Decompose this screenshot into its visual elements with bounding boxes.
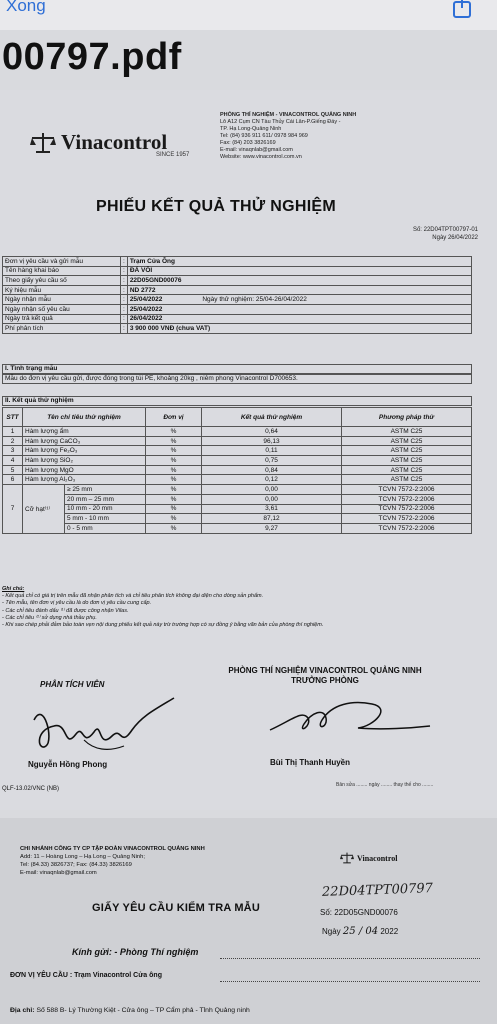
info-value: [127, 276, 471, 286]
info-value-text: 25/04/2022: [129, 305, 163, 313]
info-sep: :: [121, 295, 128, 305]
info-row: [3, 314, 472, 324]
scale-logo-icon: [30, 132, 56, 154]
grain-method: TCVN 7572-2:2006: [342, 514, 472, 524]
result-stt: 3: [3, 446, 23, 456]
request-number: Số: 22D05GND00076: [320, 908, 398, 917]
result-name: Hàm lượng SiO₂: [23, 456, 146, 466]
info-key: Ngày trả kết quả: [3, 314, 121, 324]
info-sep: :: [121, 285, 128, 295]
branch-name: CHI NHÁNH CÔNG TY CP TẬP ĐOÀN VINACONTROL QUẢNG NINH: [20, 846, 205, 852]
result-value: 96,13: [202, 436, 342, 446]
grain-stt: 7: [3, 485, 23, 533]
vinacontrol-logo: [30, 130, 167, 155]
branch-email: E-mail: vinaqnlab@gmail.com: [20, 870, 97, 876]
result-row: [3, 436, 472, 446]
col-header: Tên chỉ tiêu thử nghiệm: [23, 408, 146, 427]
grain-value: 0,00: [202, 494, 342, 504]
note-line: - Kết quả chỉ có giá trị trên mẫu đã nhận phân tích và chỉ tiêu phân tích không đại diện cho dòng sản phẩm.: [2, 593, 264, 600]
info-value: [127, 304, 471, 314]
grain-method: TCVN 7572-2:2006: [342, 485, 472, 495]
report-date: Ngày 26/04/2022: [432, 235, 478, 241]
info-key: Theo giấy yêu cầu số: [3, 276, 121, 286]
info-value-text: ND 2772: [129, 286, 156, 294]
grain-size: 10 mm - 20 mm: [65, 504, 146, 514]
form-code: QLF-13.02/VNC (NB): [2, 786, 60, 792]
section-2-title: II. Kết quả thử nghiệm: [2, 396, 472, 406]
branch-info: [20, 845, 320, 877]
handwritten-report-code: 22D04TPT00797: [321, 881, 434, 900]
request-address-label: Địa chỉ:: [10, 1007, 35, 1014]
grain-row: [3, 523, 472, 533]
col-header: STT: [3, 408, 23, 427]
info-key: Ngày nhận mẫu: [3, 295, 121, 305]
note-line: - Các chỉ tiêu ⁽²⁾ sử dụng nhà thầu phụ.: [2, 614, 97, 621]
info-value: [127, 266, 471, 276]
info-table: [2, 256, 472, 334]
section-1-title: I. Tình trạng mẫu: [2, 364, 472, 374]
result-unit: %: [146, 427, 202, 437]
lab-head-name: Bùi Thị Thanh Huyền: [270, 758, 350, 767]
result-unit: %: [146, 456, 202, 466]
info-key: Ngày nhận số yêu cầu: [3, 304, 121, 314]
lab-name: PHÒNG THÍ NGHIỆM - VINACONTROL QUẢNG NINH: [220, 112, 357, 118]
notes-title: Ghi chú:: [2, 586, 25, 592]
info-value: [127, 257, 471, 267]
request-address: [10, 1007, 250, 1014]
result-unit: %: [146, 465, 202, 475]
result-name: Hàm lượng CaCO₃: [23, 436, 146, 446]
result-value: 0,12: [202, 475, 342, 485]
result-method: ASTM C25: [342, 475, 472, 485]
grain-row: [3, 514, 472, 524]
report-title: PHIẾU KẾT QUẢ THỬ NGHIỆM: [96, 198, 337, 215]
grain-size: ≥ 25 mm: [65, 485, 146, 495]
result-stt: 2: [3, 436, 23, 446]
grain-row: [3, 485, 472, 495]
info-value-text: ĐÁ VÔI: [129, 267, 153, 275]
info-row: [3, 276, 472, 286]
grain-value: 3,61: [202, 504, 342, 514]
lab-line: E-mail: vinaqnlab@gmail.com: [220, 147, 293, 153]
result-stt: 5: [3, 465, 23, 475]
lab-head-role: TRƯỞNG PHÒNG: [291, 676, 359, 685]
info-value-text: 25/04/2022: [129, 296, 163, 304]
branch-tel: Tel: (84.33) 3826737; Fax: (84.33) 3826169: [20, 862, 132, 868]
lab-line: TP. Hạ Long-Quảng Ninh: [220, 126, 282, 132]
revision-line: Bản sửa ........ ngày ........ thay thế cho ........: [336, 782, 434, 788]
grain-value: 0,00: [202, 485, 342, 495]
logo-text: Vinacontrol: [61, 130, 168, 154]
result-method: ASTM C25: [342, 456, 472, 466]
note-line: - Các chỉ tiêu đánh dấu ⁽¹⁾ đã được công nhận Vilas.: [2, 607, 129, 614]
grain-unit: %: [146, 494, 202, 504]
info-extra: Ngày thử nghiệm: 25/04-26/04/2022: [202, 296, 307, 304]
result-name: Hàm lượng Al₂O₃: [23, 475, 146, 485]
info-value: [127, 324, 471, 334]
lab-line: Fax: (84) 203 3826169: [220, 140, 276, 146]
result-value: 0,11: [202, 446, 342, 456]
dotted-line: [220, 958, 480, 959]
lab-line: Tel: (84) 936 911 611/ 0978 984 969: [220, 133, 308, 139]
result-method: ASTM C25: [342, 427, 472, 437]
col-header: Đơn vị: [146, 408, 202, 427]
info-row: [3, 266, 472, 276]
request-address-value: Số 588 B- Lý Thường Kiệt - Cửa ông – TP Cẩm phả - Tỉnh Quảng ninh: [36, 1007, 250, 1014]
request-date-label: Ngày: [322, 927, 341, 936]
grain-size: 20 mm – 25 mm: [65, 494, 146, 504]
info-row: [3, 304, 472, 314]
scale-logo-icon: [340, 852, 354, 864]
result-row: [3, 427, 472, 437]
info-sep: :: [121, 257, 128, 267]
request-to: Kính gửi: - Phòng Thí nghiệm: [72, 947, 199, 957]
info-row: [3, 257, 472, 267]
result-name: Hàm lượng ẩm: [23, 427, 146, 437]
report-number-block: [368, 226, 478, 242]
info-value-text: 3 900 000 VNĐ (chưa VAT): [129, 324, 211, 332]
request-title: GIẤY YÊU CẦU KIỂM TRA MẪU: [92, 902, 260, 914]
result-value: 0,84: [202, 465, 342, 475]
request-date-year: 2022: [380, 927, 399, 936]
result-stt: 6: [3, 475, 23, 485]
info-row: [3, 285, 472, 295]
info-sep: :: [121, 314, 128, 324]
share-icon[interactable]: [451, 0, 473, 18]
result-method: ASTM C25: [342, 465, 472, 475]
lab-head-org: PHÒNG THÍ NGHIỆM VINACONTROL QUẢNG NINH: [228, 666, 422, 675]
info-key: Phí phân tích: [3, 324, 121, 334]
col-header: Kết quả thử nghiệm: [202, 408, 342, 427]
result-method: ASTM C25: [342, 446, 472, 456]
done-button[interactable]: Xong: [6, 0, 46, 15]
request-unit: ĐƠN VỊ YÊU CẦU : Trạm Vinacontrol Cửa ông: [10, 972, 162, 979]
info-key: Tên hàng khai báo: [3, 266, 121, 276]
result-stt: 1: [3, 427, 23, 437]
analyst-title: PHÂN TÍCH VIÊN: [40, 680, 105, 689]
note-line: - Khi sao chép phải đảm bảo toàn vẹn nội dung phiếu kết quả này trừ trường hợp có sự đồng ý bằng văn bản của phòng thí nghiệm.: [2, 622, 324, 629]
request-date-handwritten: 25 / 04: [342, 926, 379, 937]
report-number: Số: 22D04TPT00797-01: [412, 227, 478, 233]
lab-head-title: [200, 666, 450, 686]
info-key: Ký hiệu mẫu: [3, 285, 121, 295]
lab-info: [220, 112, 400, 161]
info-sep: :: [121, 276, 128, 286]
grain-value: 87,12: [202, 514, 342, 524]
info-key: Đơn vị yêu cầu và gửi mẫu: [3, 257, 121, 267]
dotted-line: [220, 981, 480, 982]
lab-line: Lô A12 Cụm CN Tàu Thủy Cái Lân-P.Giếng Đáy -: [220, 119, 341, 125]
result-row: [3, 465, 472, 475]
grain-value: 9,27: [202, 523, 342, 533]
result-row: [3, 456, 472, 466]
grain-method: TCVN 7572-2:2006: [342, 523, 472, 533]
result-unit: %: [146, 436, 202, 446]
grain-row: [3, 494, 472, 504]
notes: [2, 586, 482, 629]
grain-unit: %: [146, 504, 202, 514]
lab-head-signature-image: [262, 690, 432, 750]
result-unit: %: [146, 475, 202, 485]
info-value: [127, 285, 471, 295]
logo-text-small: Vinacontrol: [357, 853, 398, 863]
section-1-text: Mẫu do đơn vị yêu cầu gửi, được đóng trong túi PE, khoảng 20kg , niêm phong Vinacontrol D700653.: [2, 374, 472, 384]
info-sep: :: [121, 324, 128, 334]
info-row: [3, 324, 472, 334]
note-line: - Tên mẫu, tên đơn vị yêu cầu là do đơn vị yêu cầu cung cấp.: [2, 600, 152, 607]
grain-unit: %: [146, 514, 202, 524]
result-row: [3, 446, 472, 456]
grain-size: 0 - 5 mm: [65, 523, 146, 533]
request-date: [322, 926, 398, 937]
result-name: Hàm lượng Fe₂O₃: [23, 446, 146, 456]
result-name: Hàm lượng MgO: [23, 465, 146, 475]
analyst-signature-image: [24, 690, 204, 760]
grain-row: [3, 504, 472, 514]
results-table: [2, 407, 472, 534]
result-value: 0,64: [202, 427, 342, 437]
analyst-name: Nguyễn Hồng Phong: [28, 760, 108, 769]
info-value: [127, 295, 471, 305]
result-method: ASTM C25: [342, 436, 472, 446]
grain-size: 5 mm - 10 mm: [65, 514, 146, 524]
result-value: 0,75: [202, 456, 342, 466]
grain-method: TCVN 7572-2:2006: [342, 504, 472, 514]
info-row: [3, 295, 472, 305]
lab-line: Website: www.vinacontrol.com.vn: [220, 154, 302, 160]
grain-name: Cỡ hạt⁽¹⁾: [23, 485, 65, 533]
grain-unit: %: [146, 485, 202, 495]
grain-method: TCVN 7572-2:2006: [342, 494, 472, 504]
info-sep: :: [121, 304, 128, 314]
vinacontrol-logo-small: [340, 852, 397, 864]
branch-addr: Add: 11 – Hoàng Long – Hạ Long – Quảng Ninh;: [20, 854, 145, 860]
file-title: 00797.pdf: [2, 36, 182, 78]
info-value-text: 26/04/2022: [129, 315, 163, 323]
result-stt: 4: [3, 456, 23, 466]
result-row: [3, 475, 472, 485]
info-sep: :: [121, 266, 128, 276]
info-value-text: 22D05GND00076: [129, 276, 182, 284]
logo-sub: SINCE 1957: [156, 152, 190, 158]
viewer-toolbar: [0, 0, 497, 30]
info-value: [127, 314, 471, 324]
info-value-text: Trạm Cửa Ông: [129, 257, 175, 265]
result-unit: %: [146, 446, 202, 456]
col-header: Phương pháp thử: [342, 408, 472, 427]
grain-unit: %: [146, 523, 202, 533]
